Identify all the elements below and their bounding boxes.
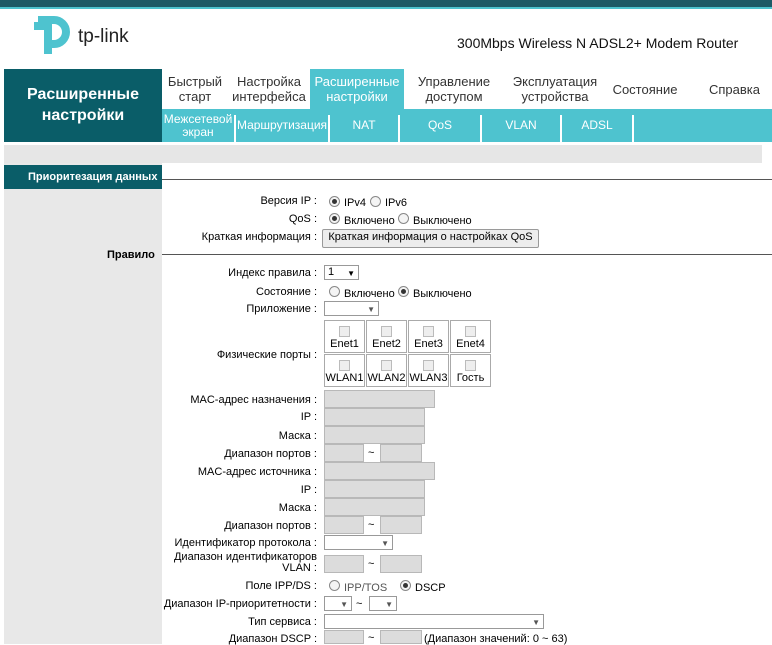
nav-advanced-setup[interactable]: Расширенные настройки bbox=[310, 69, 404, 109]
src-ip-label: IP : bbox=[300, 484, 317, 496]
summary-label: Краткая информация : bbox=[201, 231, 317, 243]
port-label: Enet3 bbox=[414, 338, 443, 350]
src-mac-label: MAC-адрес источника : bbox=[197, 466, 317, 478]
src-mask-label: Маска : bbox=[278, 502, 317, 514]
application-select[interactable] bbox=[324, 301, 379, 316]
qos-enabled-label: Включено bbox=[344, 215, 395, 227]
physical-ports-label: Физические порты : bbox=[216, 349, 317, 361]
dscp-range-hint: (Диапазон значений: 0 ~ 63) bbox=[424, 633, 568, 645]
src-mask-input[interactable] bbox=[324, 498, 425, 516]
src-port-start-input[interactable] bbox=[324, 516, 364, 534]
dropdown-arrow-icon: ▼ bbox=[367, 305, 375, 314]
dst-port-end-input[interactable] bbox=[380, 444, 422, 462]
dst-port-start-input[interactable] bbox=[324, 444, 364, 462]
nav-access-management[interactable]: Управление доступом bbox=[417, 74, 491, 104]
subnav-qos[interactable]: QoS bbox=[427, 118, 452, 132]
dropdown-arrow-icon: ▼ bbox=[340, 600, 348, 609]
service-type-select[interactable] bbox=[324, 614, 544, 629]
vlan-start-input[interactable] bbox=[324, 555, 364, 573]
port-label: WLAN2 bbox=[367, 372, 406, 384]
subnav-firewall[interactable]: Межсетевой экран bbox=[163, 111, 233, 139]
src-ip-input[interactable] bbox=[324, 480, 425, 498]
subnav-vlan[interactable]: VLAN bbox=[505, 118, 537, 132]
dst-mac-input[interactable] bbox=[324, 390, 435, 408]
rule-index-select[interactable] bbox=[324, 265, 359, 280]
port-label: Enet1 bbox=[330, 338, 359, 350]
port-label: WLAN3 bbox=[409, 372, 448, 384]
dst-mac-label: MAC-адрес назначения : bbox=[190, 394, 317, 406]
top-bar bbox=[0, 0, 772, 7]
state-disabled-radio[interactable] bbox=[398, 286, 409, 297]
content-top-band bbox=[4, 145, 762, 163]
divider bbox=[162, 254, 772, 255]
rule-index-label: Индекс правила : bbox=[228, 267, 317, 279]
dst-ip-input[interactable] bbox=[324, 408, 425, 426]
ipv6-radio[interactable] bbox=[370, 196, 381, 207]
range-separator: ~ bbox=[368, 447, 375, 459]
dscp-label: DSCP bbox=[415, 582, 446, 594]
qos-enabled-radio[interactable] bbox=[329, 213, 340, 224]
port-enet4[interactable] bbox=[450, 320, 491, 353]
port-label: WLAN1 bbox=[325, 372, 364, 384]
ipp-ds-label: Поле IPP/DS : bbox=[245, 580, 317, 592]
state-enabled-radio[interactable] bbox=[329, 286, 340, 297]
range-separator: ~ bbox=[368, 632, 375, 644]
port-wlan2[interactable] bbox=[366, 354, 407, 387]
dst-mask-label: Маска : bbox=[278, 430, 317, 442]
subnav-nat[interactable]: NAT bbox=[352, 118, 376, 132]
dscp-start-input[interactable] bbox=[324, 630, 364, 644]
port-checkbox[interactable] bbox=[423, 360, 434, 371]
main-nav bbox=[162, 69, 772, 109]
subnav-separator bbox=[632, 115, 634, 142]
port-checkbox[interactable] bbox=[381, 326, 392, 337]
dropdown-arrow-icon: ▼ bbox=[385, 600, 393, 609]
application-label: Приложение : bbox=[246, 303, 317, 315]
protocol-id-label: Идентификатор протокола : bbox=[174, 537, 317, 549]
dscp-range-label: Диапазон DSCP : bbox=[228, 633, 317, 645]
subnav-adsl[interactable]: ADSL bbox=[581, 118, 613, 132]
qos-disabled-radio[interactable] bbox=[398, 213, 409, 224]
ipv6-label: IPv6 bbox=[385, 197, 408, 209]
range-separator: ~ bbox=[356, 598, 363, 610]
range-separator: ~ bbox=[368, 519, 375, 531]
ip-version-label: Версия IP : bbox=[260, 195, 317, 207]
divider bbox=[162, 179, 772, 180]
section-title: Расширенные настройки bbox=[4, 69, 162, 142]
port-label: Гость bbox=[456, 372, 485, 384]
protocol-id-select[interactable] bbox=[324, 535, 393, 550]
port-checkbox[interactable] bbox=[465, 360, 476, 371]
ip-priority-range-label: Диапазон IP-приоритетности : bbox=[163, 598, 317, 610]
subnav-routing[interactable]: Маршрутизация bbox=[236, 118, 328, 132]
nav-interface-setup[interactable]: Настройка интерфейса bbox=[232, 74, 306, 104]
ports-grid bbox=[324, 320, 492, 386]
ipp-tos-radio[interactable] bbox=[329, 580, 340, 591]
left-panel bbox=[4, 163, 162, 644]
service-type-label: Тип сервиса : bbox=[248, 616, 317, 628]
port-checkbox[interactable] bbox=[423, 326, 434, 337]
port-checkbox[interactable] bbox=[339, 326, 350, 337]
port-checkbox[interactable] bbox=[381, 360, 392, 371]
ipv4-label: IPv4 bbox=[344, 197, 367, 209]
section-header-data-prioritization: Приоритезация данных bbox=[4, 165, 162, 189]
model-name: 300Mbps Wireless N ADSL2+ Modem Router bbox=[457, 35, 739, 51]
vlan-range-label: Диапазон идентификаторов VLAN : bbox=[173, 551, 317, 574]
nav-status[interactable]: Состояние bbox=[612, 81, 678, 97]
dropdown-arrow-icon: ▼ bbox=[347, 269, 355, 278]
sub-nav bbox=[162, 109, 772, 142]
port-label: Enet2 bbox=[372, 338, 401, 350]
state-label: Состояние : bbox=[256, 286, 317, 298]
dst-ip-label: IP : bbox=[300, 411, 317, 423]
top-accent-line bbox=[0, 7, 772, 9]
rule-header: Правило bbox=[107, 249, 155, 261]
port-enet1[interactable] bbox=[324, 320, 365, 353]
dropdown-arrow-icon: ▼ bbox=[381, 539, 389, 548]
port-label: Enet4 bbox=[456, 338, 485, 350]
state-disabled-label: Выключено bbox=[413, 288, 472, 300]
src-mac-input[interactable] bbox=[324, 462, 435, 480]
dscp-radio[interactable] bbox=[400, 580, 411, 591]
nav-quick-start[interactable]: Быстрый старт bbox=[167, 74, 223, 104]
tp-link-logo-icon bbox=[30, 16, 74, 56]
dropdown-arrow-icon: ▼ bbox=[532, 618, 540, 627]
qos-summary-button[interactable]: Краткая информация о настройках QoS bbox=[322, 229, 539, 248]
port-checkbox[interactable] bbox=[339, 360, 350, 371]
qos-disabled-label: Выключено bbox=[413, 215, 472, 227]
range-separator: ~ bbox=[368, 558, 375, 570]
dst-mask-input[interactable] bbox=[324, 426, 425, 444]
port-wlan3[interactable] bbox=[408, 354, 449, 387]
ipv4-radio[interactable] bbox=[329, 196, 340, 207]
qos-label: QoS : bbox=[288, 213, 317, 225]
port-enet3[interactable] bbox=[408, 320, 449, 353]
port-wlan1[interactable] bbox=[324, 354, 365, 387]
nav-maintenance[interactable]: Эксплуатация устройства bbox=[512, 74, 598, 104]
port-enet2[interactable] bbox=[366, 320, 407, 353]
ip-priority-start-select[interactable] bbox=[324, 596, 352, 611]
ip-priority-end-select[interactable] bbox=[369, 596, 397, 611]
state-enabled-label: Включено bbox=[344, 288, 395, 300]
src-port-range-label: Диапазон портов : bbox=[224, 520, 317, 532]
dst-port-range-label: Диапазон портов : bbox=[224, 448, 317, 460]
vlan-end-input[interactable] bbox=[380, 555, 422, 573]
port-checkbox[interactable] bbox=[465, 326, 476, 337]
rule-index-value: 1 bbox=[328, 266, 335, 278]
port-guest[interactable] bbox=[450, 354, 491, 387]
src-port-end-input[interactable] bbox=[380, 516, 422, 534]
nav-help[interactable]: Справка bbox=[709, 81, 760, 97]
logo-text: tp-link bbox=[78, 26, 129, 47]
ipp-tos-label: IPP/TOS bbox=[344, 582, 388, 594]
dscp-end-input[interactable] bbox=[380, 630, 422, 644]
